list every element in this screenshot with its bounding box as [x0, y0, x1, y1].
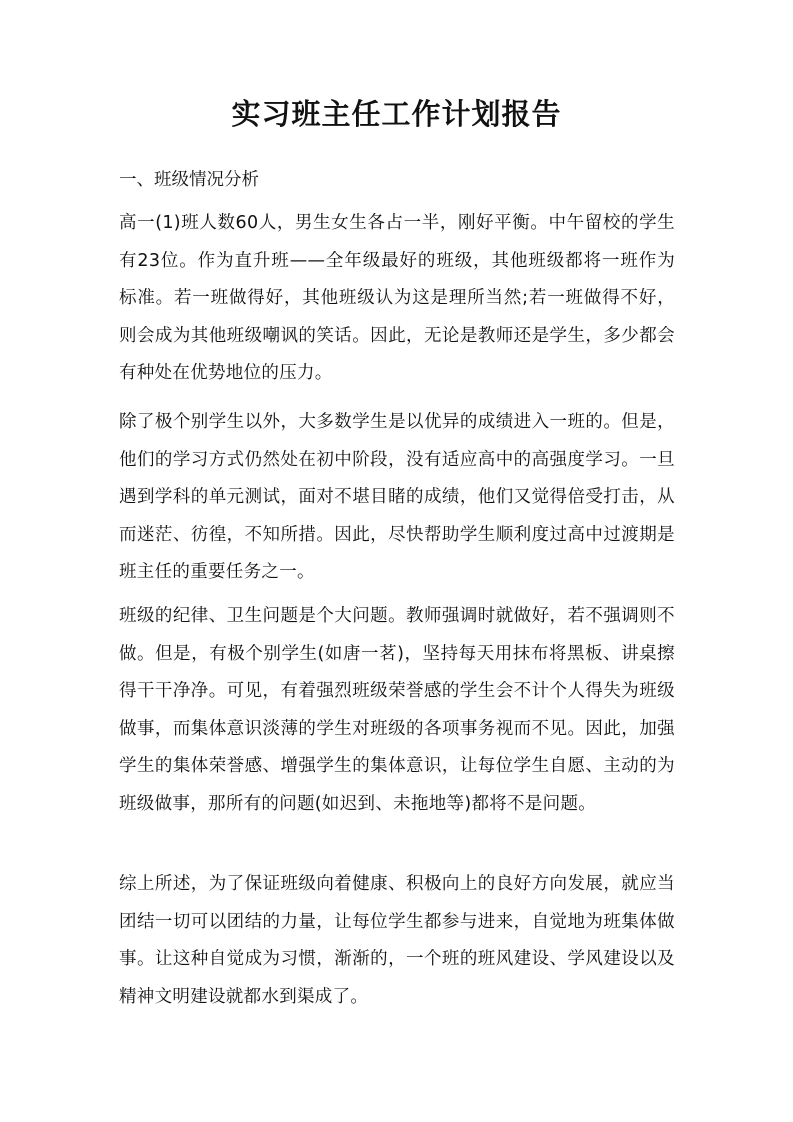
- paragraph-3: 班级的纪律、卫生问题是个大问题。教师强调时就做好，若不强调则不做。但是，有极个别学生(如唐一茗)，坚持每天用抹布将黑板、讲桌擦得干干净净。可见，有着强烈班级荣誉感的学生会不计个人得失为班级做事，而集体意识淡薄的学生对班级的各项事务视而不见。因此，加强学生的集体荣誉感、增强学生的集体意识，让每位学生自愿、主动的为班级做事，那所有的问题(如迟到、未拖地等)都将不是问题。: [119, 606, 675, 814]
- paragraph-4: 综上所述，为了保证班级向着健康、积极向上的良好方向发展，就应当团结一切可以团结的力量，让每位学生都参与进来，自觉地为班集体做事。让这种自觉成为习惯，渐渐的，一个班的班风建设、学风建设以及精神文明建设就都水到渠成了。: [119, 874, 675, 1007]
- document-title: 实习班主任工作计划报告: [231, 97, 562, 131]
- paragraph-2: 除了极个别学生以外，大多数学生是以优异的成绩进入一班的。但是，他们的学习方式仍然处在初中阶段，没有适应高中的高强度学习。一旦遇到学科的单元测试，面对不堪目睹的成绩，他们又觉得倍受打击，从而迷茫、彷徨，不知所措。因此，尽快帮助学生顺利度过高中过渡期是班主任的重要任务之一。: [119, 412, 675, 582]
- section-heading: 一、班级情况分析: [119, 170, 259, 190]
- paragraph-1: 高一(1)班人数60人，男生女生各占一半，刚好平衡。中午留校的学生有23位。作为直升班——全年级最好的班级，其他班级都将一班作为标准。若一班做得好，其他班级认为这是理所当然;若一班做得不好，则会成为其他班级嘲讽的笑话。因此，无论是教师还是学生，多少都会有种处在优势地位的压力。: [119, 213, 675, 383]
